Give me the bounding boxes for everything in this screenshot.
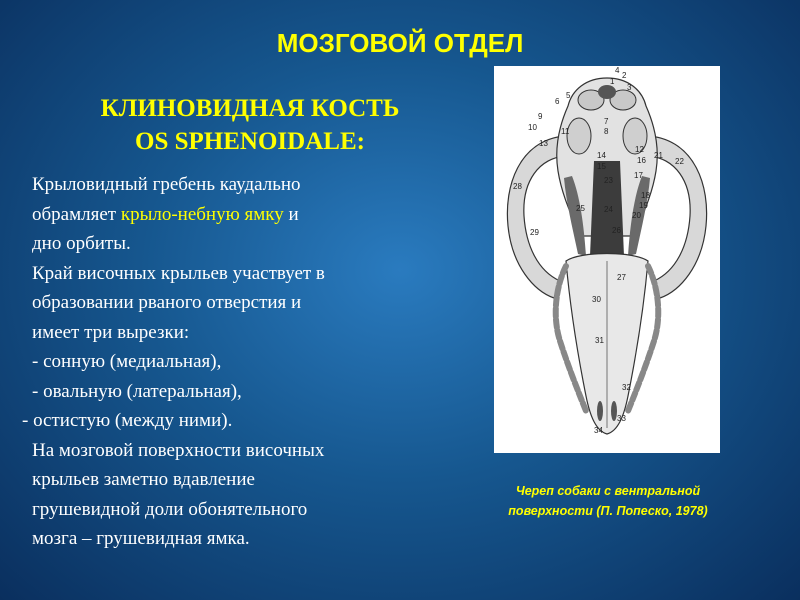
figure-label: 20	[632, 211, 641, 220]
figure-label: 2	[622, 71, 627, 80]
figure-label: 21	[654, 151, 663, 160]
figure-label: 23	[604, 176, 613, 185]
body-text-span: обрамляет	[32, 203, 121, 225]
figure-label: 27	[617, 273, 626, 282]
section-heading	[40, 92, 460, 158]
body-line: мозга – грушевидная ямка.	[32, 528, 250, 549]
figure-label: 32	[622, 383, 631, 392]
section-heading-line1: КЛИНОВИДНАЯ КОСТЬ	[100, 95, 400, 122]
highlighted-term: крыло-небную ямку	[120, 203, 284, 225]
body-line: Крыловидный гребень каудально	[32, 174, 301, 195]
slide-title: МОЗГОВОЙ ОТДЕЛ	[276, 28, 524, 58]
figure-label: 25	[576, 204, 585, 213]
figure-label: 30	[592, 295, 601, 304]
caption-line2: поверхности (П. Попеско, 1978)	[508, 504, 708, 518]
figure-label: 29	[530, 228, 539, 237]
figure-label: 26	[612, 226, 621, 235]
body-line: грушевидной доли обонятельного	[32, 498, 308, 520]
figure-label: 19	[639, 201, 648, 210]
figure-label: 14	[597, 151, 606, 160]
incisive-foramen-left	[597, 401, 603, 421]
caption-line1: Череп собаки с вентральной	[515, 484, 701, 498]
body-line: крыльев заметно вдавление	[32, 469, 255, 490]
figure-label: 33	[617, 414, 626, 423]
body-line: - остистую (между ними).	[22, 410, 233, 431]
figure-label: 13	[539, 139, 548, 148]
body-line: - овальную (латеральная),	[32, 380, 242, 402]
foramen-magnum	[598, 85, 616, 99]
figure-label: 34	[594, 426, 603, 435]
figure-label: 11	[561, 127, 570, 136]
figure-label: 6	[555, 97, 560, 106]
figure-label: 24	[604, 205, 613, 214]
figure-label: 10	[528, 123, 537, 132]
figure-label: 1	[610, 77, 615, 86]
body-line: дно орбиты.	[32, 233, 131, 254]
figure-label: 15	[597, 162, 606, 171]
figure-label: 3	[627, 83, 632, 92]
figure-label: 18	[641, 191, 650, 200]
skull-figure	[494, 66, 720, 453]
figure-label: 17	[634, 171, 643, 180]
figure-caption	[470, 481, 746, 521]
body-line	[22, 200, 462, 230]
figure-label: 31	[595, 336, 604, 345]
figure-label: 28	[513, 182, 522, 191]
figure-label: 9	[538, 112, 543, 121]
body-text	[22, 170, 462, 554]
figure-label: 4	[615, 66, 620, 75]
dog-skull-illustration	[494, 66, 720, 453]
body-line: - сонную (медиальная),	[32, 351, 222, 372]
body-text-span: и	[283, 203, 299, 225]
figure-label: 8	[604, 127, 609, 136]
body-line: имеет три вырезки:	[32, 321, 190, 343]
body-line: образовании рваного отверстия и	[32, 292, 302, 313]
body-line: На мозговой поверхности височных	[32, 439, 325, 461]
figure-label: 12	[635, 145, 644, 154]
figure-label: 7	[604, 117, 609, 126]
figure-label: 22	[675, 157, 684, 166]
bulla-left	[567, 118, 591, 154]
figure-label: 16	[637, 156, 646, 165]
section-heading-line2: OS SPHENOIDALE:	[135, 128, 365, 155]
figure-label: 5	[566, 91, 571, 100]
body-line: Край височных крыльев участвует в	[32, 262, 325, 284]
